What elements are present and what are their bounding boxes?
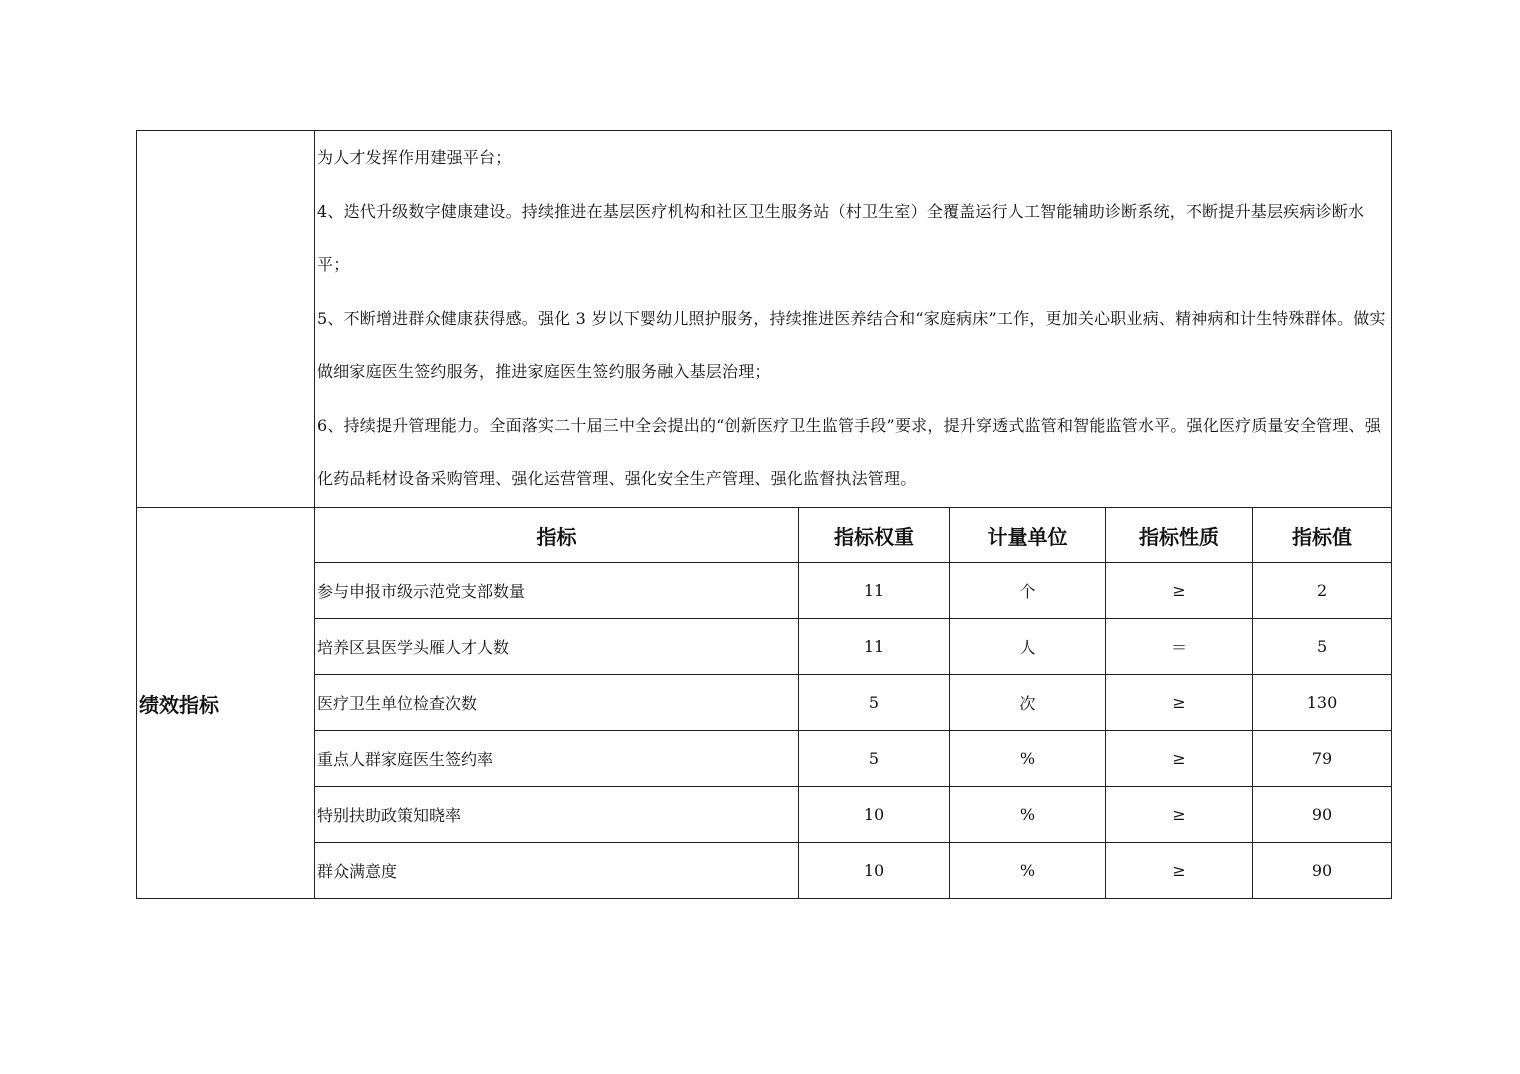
indicator-name: 群众满意度 bbox=[315, 843, 799, 899]
indicator-unit: 人 bbox=[950, 619, 1106, 675]
indicator-name: 重点人群家庭医生签约率 bbox=[315, 731, 799, 787]
table-row bbox=[137, 731, 1392, 787]
content-label-cell bbox=[137, 131, 315, 508]
indicator-name: 培养区县医学头雁人才人数 bbox=[315, 619, 799, 675]
indicator-unit: 个 bbox=[950, 563, 1106, 619]
indicator-nature: ≥ bbox=[1106, 787, 1253, 843]
table-row bbox=[137, 843, 1392, 899]
paragraph: 5、不断增进群众健康获得感。强化 3 岁以下婴幼儿照护服务，持续推进医养结合和“家庭病床”工作，更加关心职业病、精神病和计生特殊群体。做实做细家庭医生签约服务，推进家庭医生签约服务融入基层治理； bbox=[317, 308, 1386, 381]
table-row bbox=[137, 675, 1392, 731]
indicator-unit: % bbox=[950, 787, 1106, 843]
indicator-nature: ≥ bbox=[1106, 731, 1253, 787]
table-row bbox=[137, 787, 1392, 843]
indicator-name: 参与申报市级示范党支部数量 bbox=[315, 563, 799, 619]
indicator-unit: % bbox=[950, 731, 1106, 787]
indicator-weight: 11 bbox=[799, 619, 950, 675]
paragraph: 为人才发挥作用建强平台； bbox=[317, 148, 512, 167]
indicator-value: 130 bbox=[1253, 675, 1392, 731]
indicator-weight: 5 bbox=[799, 731, 950, 787]
table-row bbox=[137, 563, 1392, 619]
header-row bbox=[137, 508, 1392, 563]
paragraph: 4、迭代升级数字健康建设。持续推进在基层医疗机构和社区卫生服务站（村卫生室）全覆盖运行人工智能辅助诊断系统，不断提升基层疾病诊断水平； bbox=[317, 201, 1365, 274]
content-cell bbox=[315, 131, 1392, 508]
indicator-nature: ≥ bbox=[1106, 843, 1253, 899]
header-weight: 指标权重 bbox=[799, 508, 950, 563]
indicator-value: 90 bbox=[1253, 843, 1392, 899]
header-value: 指标值 bbox=[1253, 508, 1392, 563]
section-label: 绩效指标 bbox=[137, 508, 315, 899]
indicator-unit: % bbox=[950, 843, 1106, 899]
indicator-weight: 10 bbox=[799, 843, 950, 899]
header-unit: 计量单位 bbox=[950, 508, 1106, 563]
header-nature: 指标性质 bbox=[1106, 508, 1253, 563]
indicator-nature: ＝ bbox=[1106, 619, 1253, 675]
indicator-name: 医疗卫生单位检查次数 bbox=[315, 675, 799, 731]
header-indicator: 指标 bbox=[315, 508, 799, 563]
indicator-nature: ≥ bbox=[1106, 675, 1253, 731]
indicator-name: 特别扶助政策知晓率 bbox=[315, 787, 799, 843]
indicator-weight: 11 bbox=[799, 563, 950, 619]
table-row bbox=[137, 619, 1392, 675]
indicator-value: 90 bbox=[1253, 787, 1392, 843]
indicator-weight: 5 bbox=[799, 675, 950, 731]
indicator-weight: 10 bbox=[799, 787, 950, 843]
indicator-value: 2 bbox=[1253, 563, 1392, 619]
performance-table bbox=[136, 130, 1392, 899]
indicator-unit: 次 bbox=[950, 675, 1106, 731]
indicator-value: 79 bbox=[1253, 731, 1392, 787]
indicator-value: 5 bbox=[1253, 619, 1392, 675]
content-row bbox=[137, 131, 1392, 508]
paragraph: 6、持续提升管理能力。全面落实二十届三中全会提出的“创新医疗卫生监管手段”要求，提升穿透式监管和智能监管水平。强化医疗质量安全管理、强化药品耗材设备采购管理、强化运营管理、强化安全生产管理、强化监督执法管理。 bbox=[317, 415, 1381, 488]
indicator-nature: ≥ bbox=[1106, 563, 1253, 619]
